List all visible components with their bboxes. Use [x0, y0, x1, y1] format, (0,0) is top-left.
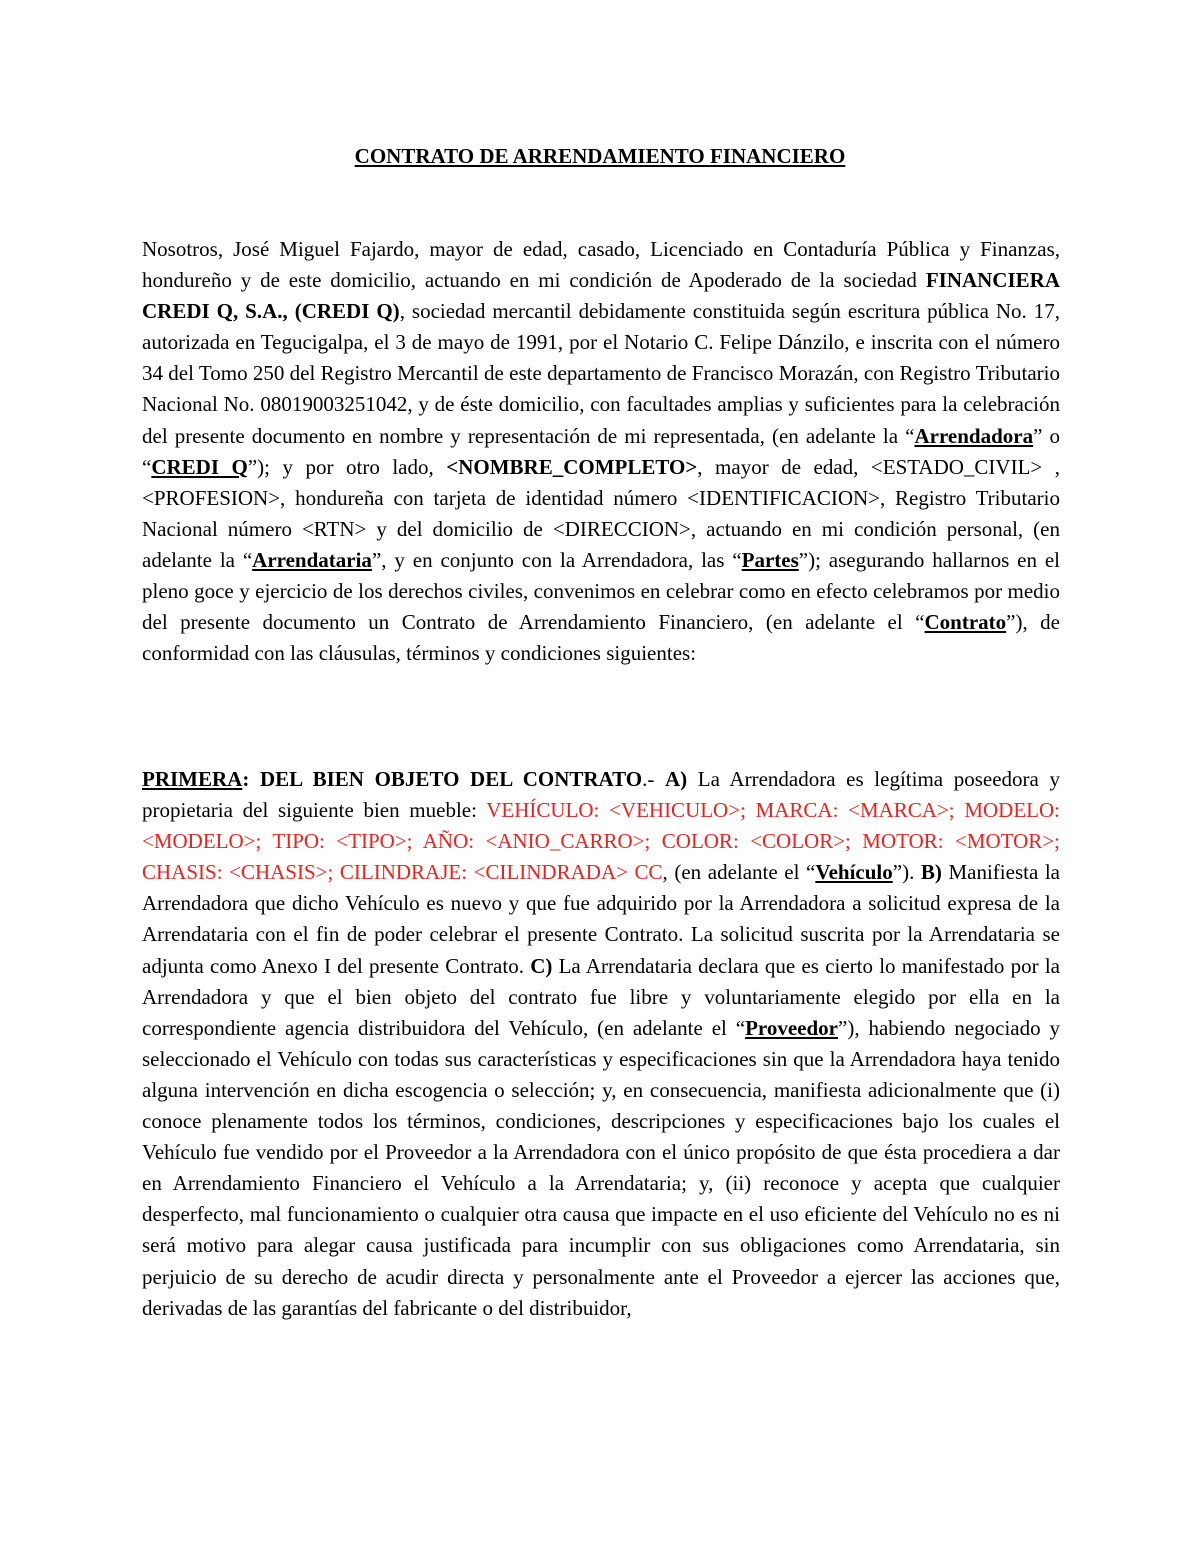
text-segment: Nosotros, José Miguel Fajardo, mayor de edad, casado, Licenciado en Contaduría Pública y Finanzas, hondureño y de este domicilio, actuando en mi condición de Apoderado de la sociedad	[142, 237, 1060, 293]
defined-term-partes: Partes	[741, 547, 799, 572]
clause-primera	[142, 764, 1060, 1324]
text-segment: .-	[642, 767, 665, 791]
defined-term-credi-q: CREDI Q	[151, 454, 248, 479]
paragraph-parties	[142, 234, 1060, 669]
text-segment: ”), de conformidad con las cláusulas, términos y condiciones siguientes:	[142, 610, 1060, 666]
defined-term-arrendadora: Arrendadora	[914, 423, 1034, 448]
text-segment: La Arrendataria declara que es cierto lo manifestado por la Arrendadora y que el bien objeto del contrato fue libre y voluntariamente elegido por ella en la correspondiente agencia distribuidora del Vehículo, (en adelante el “	[142, 953, 1060, 1040]
text-segment: ”); y por otro lado,	[247, 454, 447, 479]
text-segment: ”); asegurando hallarnos en el pleno goce y ejercicio de los derechos civiles, convenimos en celebrar como en efecto celebramos por medio del presente documento un Contrato de Arrendamiento Financiero, (en adelante el “	[142, 547, 1060, 635]
defined-term-proveedor: Proveedor	[745, 1015, 838, 1040]
clause-item-b: B)	[920, 860, 942, 885]
text-segment: ”, y en conjunto con la Arrendadora, las “	[371, 547, 742, 572]
placeholder-nombre-completo: <NOMBRE_COMPLETO>	[446, 454, 698, 479]
text-segment: ” o “	[142, 423, 1060, 479]
text-segment: La Arrendadora es legítima poseedora y propietaria del siguiente bien mueble:	[142, 767, 1061, 823]
text-segment: ”), habiendo negociado y seleccionado el Vehículo con todas sus características y especificaciones sin que la Arrendadora haya tenido alguna intervención en dicha escogencia o selección; y, en consecuencia, manifiesta adicionalmente que (i) conoce plenamente todos los términos, condiciones, descripciones y especificaciones bajo los cuales el Vehículo fue vendido por el Proveedor a la Arrendadora con el único propósito de que ésta procediera a dar en Arrendamiento Financiero el Vehículo a la Arrendataria; y, (ii) reconoce y acepta que cualquier desperfecto, mal funcionamiento o cualquier otra causa que impacte en el uso eficiente del Vehículo no es ni será motivo para alegar causa justificada para incumplir con sus obligaciones como Arrendataria, sin perjuicio de su derecho de acudir directa y personalmente ante el Proveedor a ejercer las acciones que, derivadas de las garantías del fabricante o del distribuidor,	[142, 1015, 1061, 1320]
text-segment: , (en adelante el “	[662, 860, 816, 885]
text-segment: Manifiesta la Arrendadora que dicho Vehículo es nuevo y que fue adquirido por la Arrendadora a solicitud expresa de la Arrendataria con el fin de poder celebrar el presente Contrato. La solicitud suscrita por la Arrendataria se adjunta como Anexo I del presente Contrato.	[142, 860, 1060, 978]
clause-item-a: A)	[665, 767, 688, 791]
document-title: CONTRATO DE ARRENDAMIENTO FINANCIERO	[354, 144, 846, 168]
text-segment: ”).	[892, 860, 921, 885]
text-segment: , sociedad mercantil debidamente constituida según escritura pública No. 17, autorizada en Tegucigalpa, el 3 de mayo de 1991, por el Notario C. Felipe Dánzilo, e inscrita con el número 34 del Tomo 250 del Registro Mercantil de este departamento de Francisco Morazán, con Registro Tributario Nacional No. 08019003251042, y de éste domicilio, con facultades amplias y suficientes para la celebración del presente documento en nombre y representación de mi representada, (en adelante la “	[142, 299, 1060, 448]
vehicle-placeholders: VEHÍCULO: <VEHICULO>; MARCA: <MARCA>; MODELO: <MODELO>; TIPO: <TIPO>; AÑO: <ANIO_CARRO>; COLOR: <COLOR>; MOTOR: <MOTOR>; CHASIS: <CHASIS>; CILINDRAJE: <CILINDRADA> CC	[142, 798, 1060, 885]
defined-term-vehiculo: Vehículo	[815, 860, 893, 885]
clause-heading-primera: PRIMERA	[142, 767, 243, 791]
clause-item-c: C)	[530, 953, 553, 978]
company-name: FINANCIERA CREDI Q, S.A., (CREDI Q)	[142, 268, 1060, 324]
defined-term-arrendataria: Arrendataria	[252, 547, 372, 572]
defined-term-contrato: Contrato	[924, 610, 1007, 635]
clause-heading-title: : DEL BIEN OBJETO DEL CONTRATO	[242, 767, 643, 791]
text-segment: , mayor de edad, <ESTADO_CIVIL> , <PROFESION>, hondureña con tarjeta de identidad número <IDENTIFICACION>, Registro Tributario Nacional número <RTN> y del domicilio de <DIRECCION>, actuando en mi condición personal, (en adelante la “	[142, 454, 1060, 572]
